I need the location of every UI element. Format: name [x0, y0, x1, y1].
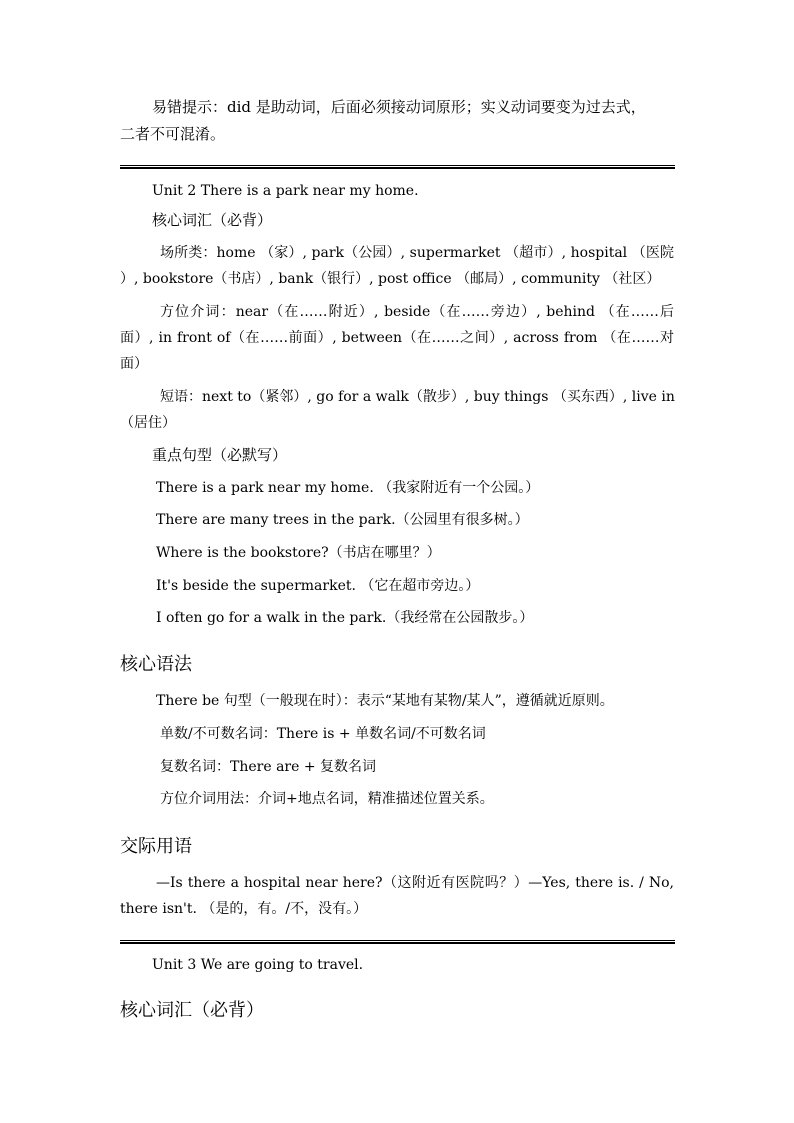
sentence-item: Where is the bookstore?（书店在哪里？） [156, 545, 441, 561]
unit2-vocab-heading: 核心词汇（必背） [152, 211, 273, 229]
comm-heading: 交际用语 [120, 836, 192, 857]
places-line-1: 场所类：home （家）, park（公园）, supermarket （超市）, hospital （医院 [160, 245, 674, 261]
prep-line-2: 面）, in front of（在……前面）, between（在……之间）, across from （在……对 [120, 330, 674, 346]
grammar-heading: 核心语法 [120, 654, 192, 675]
section-divider [120, 165, 675, 169]
phrase-line-2: （居住） [120, 415, 176, 431]
sentences-heading: 重点句型（必默写） [152, 446, 288, 464]
phrase-line-1: 短语：next to（紧邻）, go for a walk（散步）, buy things （买东西）, live in [160, 389, 675, 405]
sentence-item: I often go for a walk in the park.（我经常在公园散步。） [156, 610, 534, 626]
tip-line-1: 易错提示：did 是助动词，后面必须接动词原形；实义动词要变为过去式， [152, 98, 646, 116]
prep-line-3: 面） [120, 356, 148, 372]
unit3-vocab-heading: 核心词汇（必背） [120, 1000, 264, 1021]
grammar-item: 单数/不可数名词：There is + 单数名词/不可数名词 [160, 726, 486, 742]
grammar-item: There be 句型（一般现在时）：表示“某地有某物/某人”，遵循就近原则。 [156, 693, 614, 709]
comm-line-2: there isn't. （是的，有。/不，没有。） [120, 901, 368, 917]
grammar-item: 方位介词用法：介词+地点名词，精准描述位置关系。 [160, 791, 494, 807]
section-divider [120, 940, 675, 944]
sentence-item: There are many trees in the park.（公园里有很多树。） [156, 512, 529, 528]
grammar-item: 复数名词：There are + 复数名词 [160, 759, 377, 775]
unit3-title: Unit 3 We are going to travel. [152, 957, 364, 973]
sentence-item: There is a park near my home. （我家附近有一个公园。） [156, 480, 540, 496]
tip-line-2: 二者不可混淆。 [120, 125, 226, 143]
sentence-item: It's beside the supermarket. （它在超市旁边。） [156, 578, 480, 594]
places-line-2: ）, bookstore（书店）, bank（银行）, post office （邮局）, community （社区） [120, 271, 661, 287]
unit2-title: Unit 2 There is a park near my home. [152, 183, 419, 199]
comm-line-1: —Is there a hospital near here?（这附近有医院吗？）—Yes, there is. / No, [156, 875, 674, 891]
prep-line-1: 方位介词：near（在……附近）, beside（在……旁边）, behind （在……后 [160, 304, 674, 320]
